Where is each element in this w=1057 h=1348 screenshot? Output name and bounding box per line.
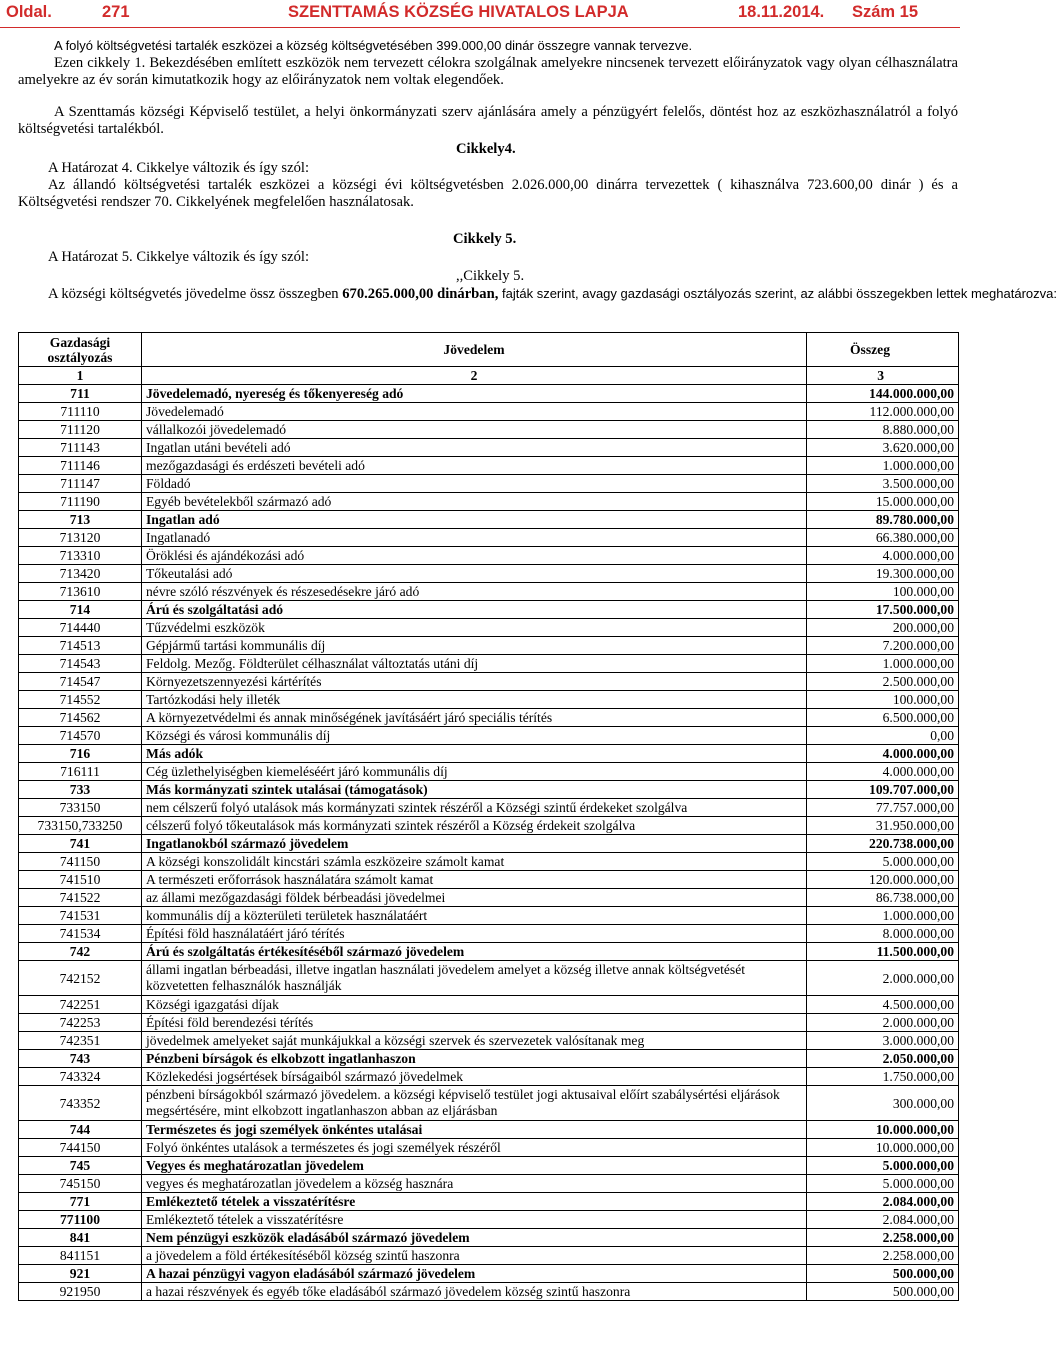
row-amount: 5.000.000,00 — [807, 1175, 959, 1193]
hatarozat-5-line: A Határozat 5. Cikkelye változik és így szól: — [48, 249, 309, 265]
table-row — [19, 889, 959, 907]
header-title: SZENTTAMÁS KÖZSÉG HIVATALOS LAPJA — [288, 3, 629, 21]
table-row — [19, 529, 959, 547]
table-row — [19, 1211, 959, 1229]
row-code: 733150 — [19, 799, 142, 817]
row-name: Környezetszennyezési kártérítés — [142, 673, 807, 691]
table-row — [19, 996, 959, 1014]
table-header-row — [19, 333, 959, 367]
row-name: célszerű folyó tőkeutalások más kormányzati szintek részéről a Község érdekeit szolgálva — [142, 817, 807, 835]
row-name: Községi és városi kommunális díj — [142, 727, 807, 745]
row-code: 841151 — [19, 1247, 142, 1265]
row-amount: 89.780.000,00 — [807, 511, 959, 529]
col-header-amount: Összeg — [807, 333, 959, 367]
row-code: 714552 — [19, 691, 142, 709]
intro-line-1: A folyó költségvetési tartalék eszközei a község költségvetésében 399.000,00 dinár összegre vannak tervezve. — [54, 38, 693, 53]
row-code: 841 — [19, 1229, 142, 1247]
row-code: 744 — [19, 1121, 142, 1139]
row-name: Nem pénzügyi eszközök eladásából származó jövedelem — [142, 1229, 807, 1247]
row-name: pénzbeni bírságokból származó jövedelem. a községi képviselő testület jogi aktusaival előírt szabálysértési eljárások megsértésére, mint elkobzott ingatlanhaszon abban az eljárásban — [142, 1086, 807, 1121]
row-code: 714543 — [19, 655, 142, 673]
row-name: Ingatlan adó — [142, 511, 807, 529]
table-row — [19, 727, 959, 745]
row-amount: 0,00 — [807, 727, 959, 745]
row-name: Ingatlan utáni bevételi adó — [142, 439, 807, 457]
row-amount: 2.000.000,00 — [807, 1014, 959, 1032]
row-name: a jövedelem a föld értékesítéséből község szintű haszonra — [142, 1247, 807, 1265]
row-code: 714513 — [19, 637, 142, 655]
table-row — [19, 403, 959, 421]
row-amount: 8.000.000,00 — [807, 925, 959, 943]
row-name: Emlékeztető tételek a visszatérítésre — [142, 1193, 807, 1211]
row-code: 713310 — [19, 547, 142, 565]
table-row — [19, 817, 959, 835]
row-name: vegyes és meghatározatlan jövedelem a község hasznára — [142, 1175, 807, 1193]
para5-text-b: fajták szerint, avagy gazdasági osztályozás szerint, az alábbi összegekben lettek meghatározva: — [502, 286, 1057, 301]
intro-paragraph-2: Ezen cikkely 1. Bekezdésében említett eszközök nem tervezett célokra szolgálnak amelyekre nincsenek tervezett előirányzatok vagy olyan célhasználatra amelyekre az év során kimutatkozik hogy az előirányzatok nem voltak elegendőek. — [18, 55, 958, 88]
row-name: nem célszerű folyó utalások más kormányzati szintek részéről a Községi szintű érdekeket szolgálva — [142, 799, 807, 817]
row-name: Pénzbeni bírságok és elkobzott ingatlanhaszon — [142, 1050, 807, 1068]
row-name: A környezetvédelmi és annak minőségének javításáért járó speciális térítés — [142, 709, 807, 727]
table-row — [19, 835, 959, 853]
table-row — [19, 745, 959, 763]
row-amount: 19.300.000,00 — [807, 565, 959, 583]
row-code: 744150 — [19, 1139, 142, 1157]
row-amount: 5.000.000,00 — [807, 1157, 959, 1175]
table-row — [19, 853, 959, 871]
row-code: 711143 — [19, 439, 142, 457]
row-amount: 6.500.000,00 — [807, 709, 959, 727]
row-name: Feldolg. Mezőg. Földterület célhasználat változtatás utáni díj — [142, 655, 807, 673]
row-amount: 15.000.000,00 — [807, 493, 959, 511]
table-row — [19, 1157, 959, 1175]
table-row — [19, 943, 959, 961]
row-name: Tűzvédelmi eszközök — [142, 619, 807, 637]
table-row — [19, 907, 959, 925]
col-header-code: Gazdasági osztályozás — [19, 333, 142, 367]
row-amount: 120.000.000,00 — [807, 871, 959, 889]
table-row — [19, 1283, 959, 1301]
row-code: 741531 — [19, 907, 142, 925]
row-name: Árú és szolgáltatási adó — [142, 601, 807, 619]
row-code: 713420 — [19, 565, 142, 583]
row-code: 714 — [19, 601, 142, 619]
row-amount: 10.000.000,00 — [807, 1121, 959, 1139]
cikkely-4-heading: Cikkely4. — [456, 141, 516, 157]
row-amount: 500.000,00 — [807, 1265, 959, 1283]
row-code: 714570 — [19, 727, 142, 745]
row-name: Gépjármű tartási kommunális díj — [142, 637, 807, 655]
table-row — [19, 871, 959, 889]
row-code: 741 — [19, 835, 142, 853]
row-name: Tőkeutalási adó — [142, 565, 807, 583]
index-col-3: 3 — [807, 367, 959, 385]
para5-amount: 670.265.000,00 dinárban, — [342, 286, 499, 302]
row-amount: 7.200.000,00 — [807, 637, 959, 655]
table-index-row — [19, 367, 959, 385]
row-code: 741510 — [19, 871, 142, 889]
row-name: Folyó önkéntes utalások a természetes és jogi személyek részéről — [142, 1139, 807, 1157]
row-name: A községi konszolidált kincstári számla eszközeire számolt kamat — [142, 853, 807, 871]
para5-text-a: A községi költségvetés jövedelme össz összegben — [48, 286, 339, 302]
row-amount: 4.500.000,00 — [807, 996, 959, 1014]
row-amount: 86.738.000,00 — [807, 889, 959, 907]
row-amount: 2.500.000,00 — [807, 673, 959, 691]
row-amount: 1.000.000,00 — [807, 457, 959, 475]
table-row — [19, 1247, 959, 1265]
table-row — [19, 619, 959, 637]
row-amount: 66.380.000,00 — [807, 529, 959, 547]
row-code: 742251 — [19, 996, 142, 1014]
table-row — [19, 1139, 959, 1157]
row-name: Emlékeztető tételek a visszatérítésre — [142, 1211, 807, 1229]
row-amount: 2.084.000,00 — [807, 1193, 959, 1211]
row-amount: 1.750.000,00 — [807, 1068, 959, 1086]
row-code: 741522 — [19, 889, 142, 907]
table-row — [19, 691, 959, 709]
row-amount: 1.000.000,00 — [807, 907, 959, 925]
intro-paragraph-3: A Szenttamás községi Képviselő testület, a helyi önkormányzati szerv ajánlására amely a pénzügyért felelős, döntést hoz az eszközhasználatról a folyó költségvetési tartalékból. — [18, 104, 958, 137]
row-code: 713610 — [19, 583, 142, 601]
row-amount: 2.000.000,00 — [807, 961, 959, 996]
row-amount: 2.258.000,00 — [807, 1229, 959, 1247]
row-amount: 8.880.000,00 — [807, 421, 959, 439]
row-amount: 10.000.000,00 — [807, 1139, 959, 1157]
row-name: az állami mezőgazdasági földek bérbeadási jövedelmei — [142, 889, 807, 907]
row-code: 743352 — [19, 1086, 142, 1121]
row-code: 711146 — [19, 457, 142, 475]
row-amount: 77.757.000,00 — [807, 799, 959, 817]
row-amount: 5.000.000,00 — [807, 853, 959, 871]
table-row — [19, 1068, 959, 1086]
row-name: Vegyes és meghatározatlan jövedelem — [142, 1157, 807, 1175]
row-code: 742 — [19, 943, 142, 961]
row-code: 743 — [19, 1050, 142, 1068]
row-code: 713 — [19, 511, 142, 529]
row-amount: 144.000.000,00 — [807, 385, 959, 403]
row-code: 742351 — [19, 1032, 142, 1050]
table-row — [19, 457, 959, 475]
row-name: Természetes és jogi személyek önkéntes utalásai — [142, 1121, 807, 1139]
cikkely-5-quote: ,,Cikkely 5. — [456, 268, 525, 284]
table-row — [19, 511, 959, 529]
hatarozat-4-line: A Határozat 4. Cikkelye változik és így szól: — [48, 160, 309, 176]
row-code: 716111 — [19, 763, 142, 781]
row-name: Építési föld használatáért járó térítés — [142, 925, 807, 943]
row-code: 711147 — [19, 475, 142, 493]
row-name: Közlekedési jogsértések bírságaiból származó jövedelmek — [142, 1068, 807, 1086]
row-name: Más kormányzati szintek utalásai (támogatások) — [142, 781, 807, 799]
row-name: Építési föld berendezési térítés — [142, 1014, 807, 1032]
table-row — [19, 565, 959, 583]
table-row — [19, 1193, 959, 1211]
row-code: 771100 — [19, 1211, 142, 1229]
table-row — [19, 961, 959, 996]
header-date: 18.11.2014. — [738, 3, 825, 21]
row-name: vállalkozói jövedelemadó — [142, 421, 807, 439]
cikkely-5-heading: Cikkely 5. — [453, 231, 517, 247]
table-row — [19, 385, 959, 403]
row-amount: 2.258.000,00 — [807, 1247, 959, 1265]
table-row — [19, 763, 959, 781]
page-header — [0, 0, 960, 28]
row-name: Öröklési és ajándékozási adó — [142, 547, 807, 565]
row-amount: 3.500.000,00 — [807, 475, 959, 493]
row-name: Ingatlanokból származó jövedelem — [142, 835, 807, 853]
row-amount: 4.000.000,00 — [807, 763, 959, 781]
table-row — [19, 1121, 959, 1139]
table-row — [19, 655, 959, 673]
row-name: A hazai pénzügyi vagyon eladásából származó jövedelem — [142, 1265, 807, 1283]
row-code: 714547 — [19, 673, 142, 691]
row-code: 921950 — [19, 1283, 142, 1301]
row-code: 921 — [19, 1265, 142, 1283]
row-code: 733 — [19, 781, 142, 799]
row-name: Más adók — [142, 745, 807, 763]
row-amount: 4.000.000,00 — [807, 745, 959, 763]
header-page-number: 271 — [102, 3, 130, 21]
table-row — [19, 583, 959, 601]
table-row — [19, 1265, 959, 1283]
row-amount: 3.620.000,00 — [807, 439, 959, 457]
row-name: névre szóló részvények és részesedésekre járó adó — [142, 583, 807, 601]
table-row — [19, 1032, 959, 1050]
table-row — [19, 925, 959, 943]
table-row — [19, 547, 959, 565]
table-body — [19, 385, 959, 1301]
index-col-1: 1 — [19, 367, 142, 385]
table-row — [19, 637, 959, 655]
table-row — [19, 439, 959, 457]
table-row — [19, 475, 959, 493]
row-name: jövedelmek amelyeket saját munkájukkal a községi szervek és szervezetek valósítanak meg — [142, 1032, 807, 1050]
row-code: 741534 — [19, 925, 142, 943]
row-amount: 3.000.000,00 — [807, 1032, 959, 1050]
row-name: a hazai részvények és egyéb tőke eladásából származó jövedelem község szintű haszonra — [142, 1283, 807, 1301]
row-code: 716 — [19, 745, 142, 763]
row-code: 742152 — [19, 961, 142, 996]
revenue-table — [18, 332, 959, 1301]
col-header-name: Jövedelem — [142, 333, 807, 367]
row-name: Községi igazgatási díjak — [142, 996, 807, 1014]
row-amount: 31.950.000,00 — [807, 817, 959, 835]
row-name: mezőgazdasági és erdészeti bevételi adó — [142, 457, 807, 475]
table-row — [19, 673, 959, 691]
row-code: 741150 — [19, 853, 142, 871]
row-name: Ingatlanadó — [142, 529, 807, 547]
row-amount: 109.707.000,00 — [807, 781, 959, 799]
row-amount: 2.050.000,00 — [807, 1050, 959, 1068]
row-amount: 100.000,00 — [807, 583, 959, 601]
row-code: 711190 — [19, 493, 142, 511]
row-amount: 1.000.000,00 — [807, 655, 959, 673]
table-row — [19, 799, 959, 817]
table-row — [19, 709, 959, 727]
table-row — [19, 1229, 959, 1247]
header-oldal: Oldal. — [6, 3, 52, 21]
table-row — [19, 1086, 959, 1121]
table-row — [19, 1014, 959, 1032]
row-code: 711120 — [19, 421, 142, 439]
row-name: Tartózkodási hely illeték — [142, 691, 807, 709]
row-code: 742253 — [19, 1014, 142, 1032]
row-code: 711 — [19, 385, 142, 403]
row-code: 714562 — [19, 709, 142, 727]
row-name: állami ingatlan bérbeadási, illetve ingatlan használati jövedelem amelyet a község illetve annak költségvetését közvetetten felhasználók használják — [142, 961, 807, 996]
row-code: 743324 — [19, 1068, 142, 1086]
header-rule — [0, 27, 960, 28]
intro-paragraph-4: Az állandó költségvetési tartalék eszközei a községi évi költségvetésben 2.026.000,00 dinárra tervezettek ( kihasználva 723.600,00 dinár ) és a Költségvetési rendszer 70. Cikkelyének megfelelően használatosak. — [18, 177, 958, 210]
row-code: 745 — [19, 1157, 142, 1175]
row-name: Árú és szolgáltatás értékesítéséből származó jövedelem — [142, 943, 807, 961]
row-code: 745150 — [19, 1175, 142, 1193]
row-amount: 112.000.000,00 — [807, 403, 959, 421]
intro-paragraph-5 — [48, 285, 1057, 303]
row-amount: 100.000,00 — [807, 691, 959, 709]
row-amount: 500.000,00 — [807, 1283, 959, 1301]
table-row — [19, 601, 959, 619]
row-amount: 11.500.000,00 — [807, 943, 959, 961]
row-name: Jövedelemadó — [142, 403, 807, 421]
row-code: 711110 — [19, 403, 142, 421]
table-row — [19, 1050, 959, 1068]
row-amount: 200.000,00 — [807, 619, 959, 637]
row-name: kommunális díj a közterületi területek használatáért — [142, 907, 807, 925]
row-amount: 4.000.000,00 — [807, 547, 959, 565]
row-name: Jövedelemadó, nyereség és tőkenyereség adó — [142, 385, 807, 403]
row-amount: 300.000,00 — [807, 1086, 959, 1121]
index-col-2: 2 — [142, 367, 807, 385]
row-amount: 220.738.000,00 — [807, 835, 959, 853]
table-row — [19, 781, 959, 799]
header-issue: Szám 15 — [852, 3, 919, 21]
table-row — [19, 421, 959, 439]
row-amount: 2.084.000,00 — [807, 1211, 959, 1229]
row-amount: 17.500.000,00 — [807, 601, 959, 619]
row-name: Egyéb bevételekből származó adó — [142, 493, 807, 511]
row-code: 733150,733250 — [19, 817, 142, 835]
table-row — [19, 493, 959, 511]
row-code: 771 — [19, 1193, 142, 1211]
row-name: Földadó — [142, 475, 807, 493]
row-code: 713120 — [19, 529, 142, 547]
row-code: 714440 — [19, 619, 142, 637]
row-name: Cég üzlethelyiségben kiemeléséért járó kommunális díj — [142, 763, 807, 781]
row-name: A természeti erőforrások használatára számolt kamat — [142, 871, 807, 889]
table-row — [19, 1175, 959, 1193]
